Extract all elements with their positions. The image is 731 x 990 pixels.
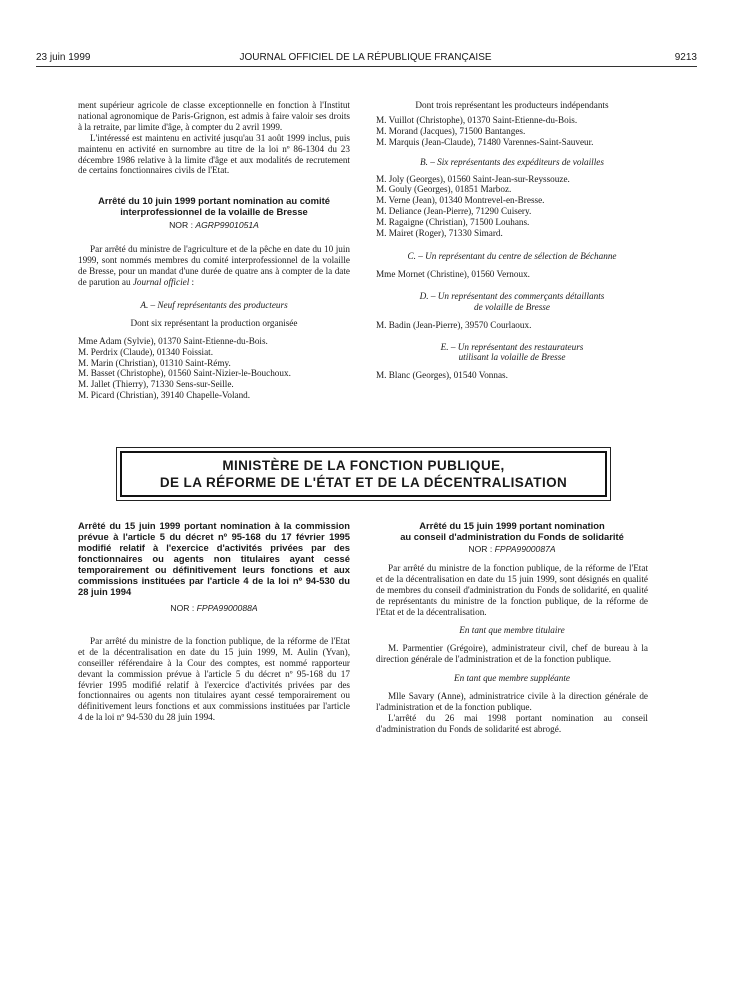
section-b-member-list <box>376 174 648 239</box>
titulaire-heading: En tant que membre titulaire <box>459 625 565 636</box>
abrogation-text: L'arrêté du 26 mai 1998 portant nomination au conseil d'administration du Fonds de solidarité est abrogé. <box>376 712 648 734</box>
section-d-member: M. Badin (Jean-Pierre), 39570 Courlaoux. <box>376 319 532 330</box>
suppleante-heading: En tant que membre suppléante <box>453 673 570 684</box>
header-date: 23 juin 1999 <box>36 52 91 63</box>
section-c-member: Mme Mornet (Christine), 01560 Vernoux. <box>376 268 530 279</box>
decree-title-volaille: Arrêté du 10 juin 1999 portant nomination au comité interprofessionnel de la volaille de Bresse <box>98 195 330 218</box>
list-item: M. Vuillot (Christophe), 01370 Saint-Etienne-du-Bois. <box>376 114 578 125</box>
header-journal-title: JOURNAL OFFICIEL DE LA RÉPUBLIQUE FRANÇAISE <box>239 52 492 63</box>
ministry-heading-inner-frame <box>120 451 607 497</box>
section-c-heading: C. – Un représentant du centre de sélection de Béchanne <box>407 250 617 261</box>
indep-member-list <box>376 115 648 148</box>
list-item: M. Deliance (Jean-Pierre), 71290 Cuisery. <box>376 206 532 217</box>
list-item: M. Jallet (Thierry), 71330 Sens-sur-Seille. <box>78 379 234 390</box>
right-column-top <box>376 100 648 381</box>
list-item: M. Verne (Jean), 01340 Montrevel-en-Bresse. <box>376 195 545 206</box>
nor-label: NOR : <box>169 220 193 231</box>
nor-code: FPPA9900087A <box>494 544 556 554</box>
section-a-heading: A. – Neuf représentants des producteurs <box>140 299 288 310</box>
list-item: M. Gouly (Georges), 01851 Marboz. <box>376 184 512 195</box>
list-item: M. Marquis (Jean-Claude), 71480 Varennes-Saint-Sauveur. <box>376 136 594 147</box>
nor-reference <box>78 603 350 614</box>
intro-paragraph-2: L'intéressé est maintenu en activité jusqu'au 31 août 1999 inclus, puis maintenu en activité en surnombre au titre de la loi nº 86-1304 du 23 décembre 1986 relative à la limite d'âge et aux modalités de recrutement de certains fonctionnaires civils de l'Etat. <box>78 132 350 176</box>
list-item: M. Basset (Christophe), 01560 Saint-Nizier-le-Bouchoux. <box>78 368 291 379</box>
list-item: M. Joly (Georges), 01560 Saint-Jean-sur-Reyssouze. <box>376 173 570 184</box>
section-e-member: M. Blanc (Georges), 01540 Vonnas. <box>376 370 508 381</box>
indep-subheading: Dont trois représentant les producteurs indépendants <box>415 100 609 110</box>
section-d-heading-line1: D. – Un représentant des commerçants détaillants <box>419 290 605 301</box>
intro-paragraph-1: ment supérieur agricole de classe exceptionnelle en fonction à l'Institut national agronomique de Paris-Grignon, est admis à faire valoir ses droits à la retraite, par limite d'âge, à compter du 2 avril 1999. <box>78 100 350 132</box>
header-rule <box>36 66 697 67</box>
nor-label: NOR : <box>170 603 195 613</box>
decree-title-fonds-line2: au conseil d'administration du Fonds de solidarité <box>400 531 624 542</box>
right-column-bottom <box>376 520 648 735</box>
ministry-heading-line1: MINISTÈRE DE LA FONCTION PUBLIQUE, <box>222 458 505 473</box>
decree-body <box>78 244 350 288</box>
nor-reference <box>376 544 648 555</box>
decree-body-end: : <box>189 276 195 287</box>
ministry-heading-box <box>116 447 611 501</box>
left-column-top <box>78 100 350 401</box>
nor-code: AGRP9901051A <box>195 220 259 231</box>
decree-body-text: Par arrêté du ministre de l'agriculture et de la pêche en date du 10 juin 1999, sont nommés membres du comité interprofessionnel de la volaille de Bresse, pour un mandat d'une durée de quatre ans à compter de la date de parution au <box>78 244 350 287</box>
list-item: Mme Adam (Sylvie), 01370 Saint-Etienne-du-Bois. <box>78 335 268 346</box>
decree-body-journal: Journal officiel <box>132 276 190 287</box>
list-item: M. Morand (Jacques), 71500 Bantanges. <box>376 125 526 136</box>
header-page-number: 9213 <box>674 52 697 63</box>
decree-title-commission: Arrêté du 15 juin 1999 portant nomination à la commission prévue à l'article 5 du décret nº 95-168 du 17 février 1995 modifié relatif à l'exercice d'activités privées par des fonctionnaires ou agents non titulaires ayant cessé temporairement ou définitivement leurs fonctions et aux commissions instituées par l'article 4 de la loi nº 94-530 du 28 juin 1994 <box>78 520 350 597</box>
list-item: M. Mairet (Roger), 71330 Simard. <box>376 228 503 239</box>
section-a-member-list <box>78 336 350 401</box>
ministry-heading-line2: DE LA RÉFORME DE L'ÉTAT ET DE LA DÉCENTRALISATION <box>159 475 568 490</box>
section-e-heading-line1: E. – Un représentant des restaurateurs <box>440 341 584 352</box>
left-column-bottom <box>78 520 350 723</box>
nor-code: FPPA9900088A <box>196 603 258 613</box>
commission-decree-body: Par arrêté du ministre de la fonction publique, de la réforme de l'Etat et de la décentralisation en date du 15 juin 1999, M. Aulin (Yvan), conseiller référendaire à la Cour des comptes, est nommé rapporteur devant la commission prévue à l'article 5 du décret nº 95-168 du 17 février 1995 modifié relatif à l'exercice d'activités privées par des fonctionnaires ou agents non titulaires ayant cessé temporairement ou définitivement leurs fonctions et aux commissions instituées par l'article 4 de la loi nº 94-530 du 28 juin 1994. <box>78 635 350 723</box>
titulaire-text: M. Parmentier (Grégoire), administrateur civil, chef de bureau à la direction générale de l'administration et de la fonction publique. <box>376 643 648 665</box>
list-item: M. Perdrix (Claude), 01340 Foissiat. <box>78 346 213 357</box>
fonds-decree-body: Par arrêté du ministre de la fonction publique, de la réforme de l'Etat et de la décentralisation en date du 15 juin 1999, sont désignés en qualité de membres du conseil d'administration du Fonds de solidarité, en qualité de représentants du ministre de la fonction publique, de la réforme de l'Etat et de la décentralisation. <box>376 562 648 617</box>
section-b-heading: B. – Six représentants des expéditeurs de volailles <box>420 156 604 167</box>
section-e-heading-line2: utilisant la volaille de Bresse <box>458 352 566 363</box>
list-item: M. Marin (Christian), 01310 Saint-Rémy. <box>78 357 231 368</box>
section-a-subheading: Dont six représentant la production organisée <box>130 317 298 328</box>
decree-title-fonds-line1: Arrêté du 15 juin 1999 portant nomination <box>419 520 605 531</box>
list-item: M. Picard (Christian), 39140 Chapelle-Voland. <box>78 390 251 401</box>
nor-reference <box>78 220 350 231</box>
nor-label: NOR : <box>468 544 493 554</box>
suppleante-text: Mlle Savary (Anne), administratrice civile à la direction générale de l'administration et de la fonction publique. <box>376 691 648 712</box>
section-d-heading-line2: de volaille de Bresse <box>474 301 550 312</box>
list-item: M. Ragaigne (Christian), 71500 Louhans. <box>376 217 530 228</box>
